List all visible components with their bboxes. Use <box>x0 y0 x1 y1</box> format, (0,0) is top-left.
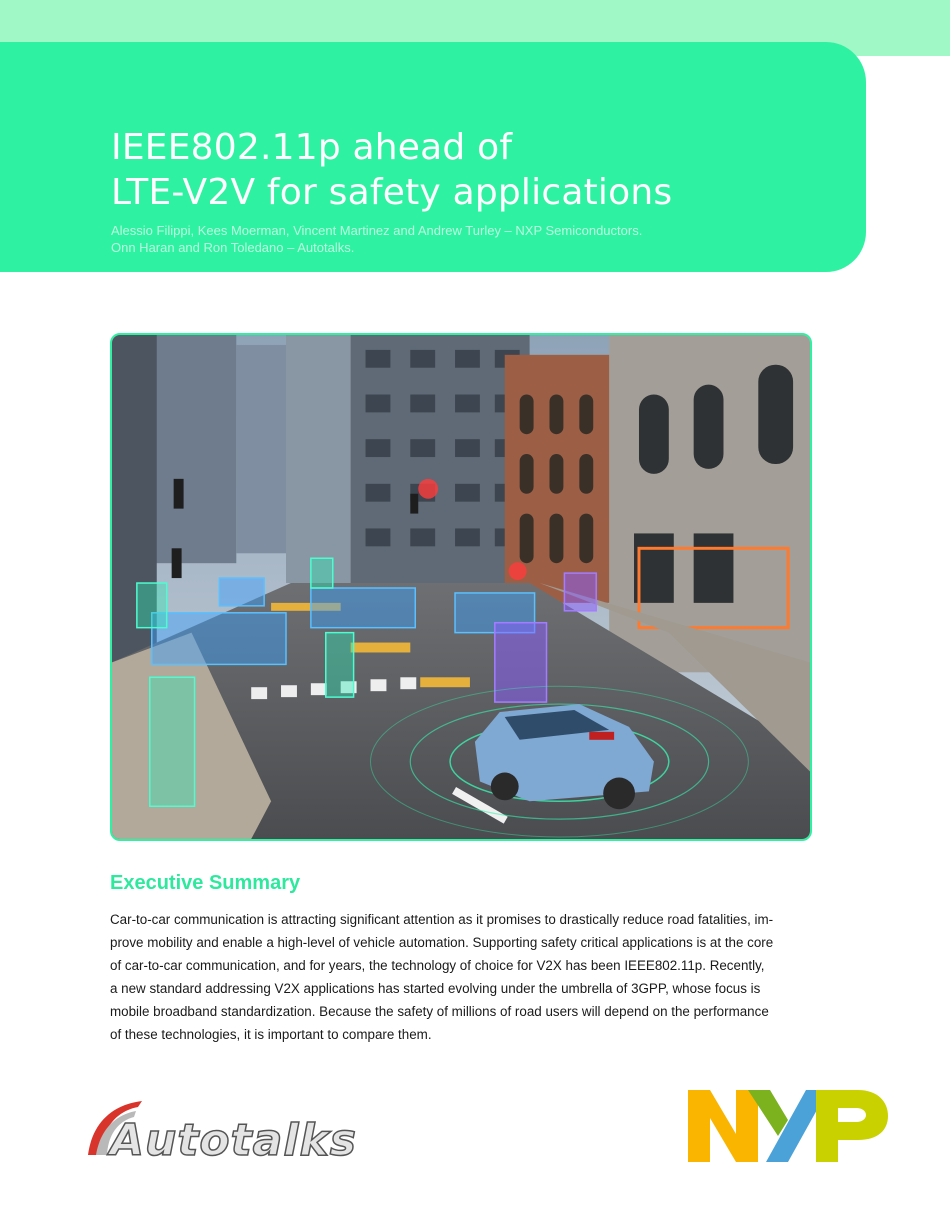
section-title: Executive Summary <box>110 872 301 894</box>
city-street-illustration <box>112 335 810 839</box>
summary-line: a new standard addressing V2X applications has started evolving under the umbrella of 3GPP, whose focus is <box>110 981 761 996</box>
nxp-logo <box>688 1090 888 1162</box>
authors-line-2: Onn Haran and Ron Toledano – Autotalks. <box>111 240 355 255</box>
hero-illustration <box>110 333 812 841</box>
summary-line: of these technologies, it is important to compare them. <box>110 1027 432 1042</box>
autotalks-logo <box>80 1095 410 1165</box>
title-line-2: LTE-V2V for safety applications <box>111 172 673 213</box>
authors-line-1: Alessio Filippi, Kees Moerman, Vincent Martinez and Andrew Turley – NXP Semiconductors. <box>111 223 643 238</box>
autotalks-wordmark: Autotalks <box>110 1115 357 1165</box>
summary-line: mobile broadband standardization. Because the safety of millions of road users will depend on the performance <box>110 1004 769 1019</box>
title-line-1: IEEE802.11p ahead of <box>111 127 513 168</box>
summary-line: of car-to-car communication, and for years, the technology of choice for V2X has been IEEE802.11p. Recently, <box>110 958 765 973</box>
summary-line: Car-to-car communication is attracting significant attention as it promises to drastically reduce road fatalities, im- <box>110 912 774 927</box>
document-title <box>111 125 672 215</box>
summary-line: prove mobility and enable a high-level of vehicle automation. Supporting safety critical applications is at the core <box>110 935 774 950</box>
authors <box>111 222 831 256</box>
nxp-n-shape <box>688 1090 758 1162</box>
summary-paragraph <box>110 908 822 1046</box>
nxp-p-shape <box>816 1090 888 1162</box>
